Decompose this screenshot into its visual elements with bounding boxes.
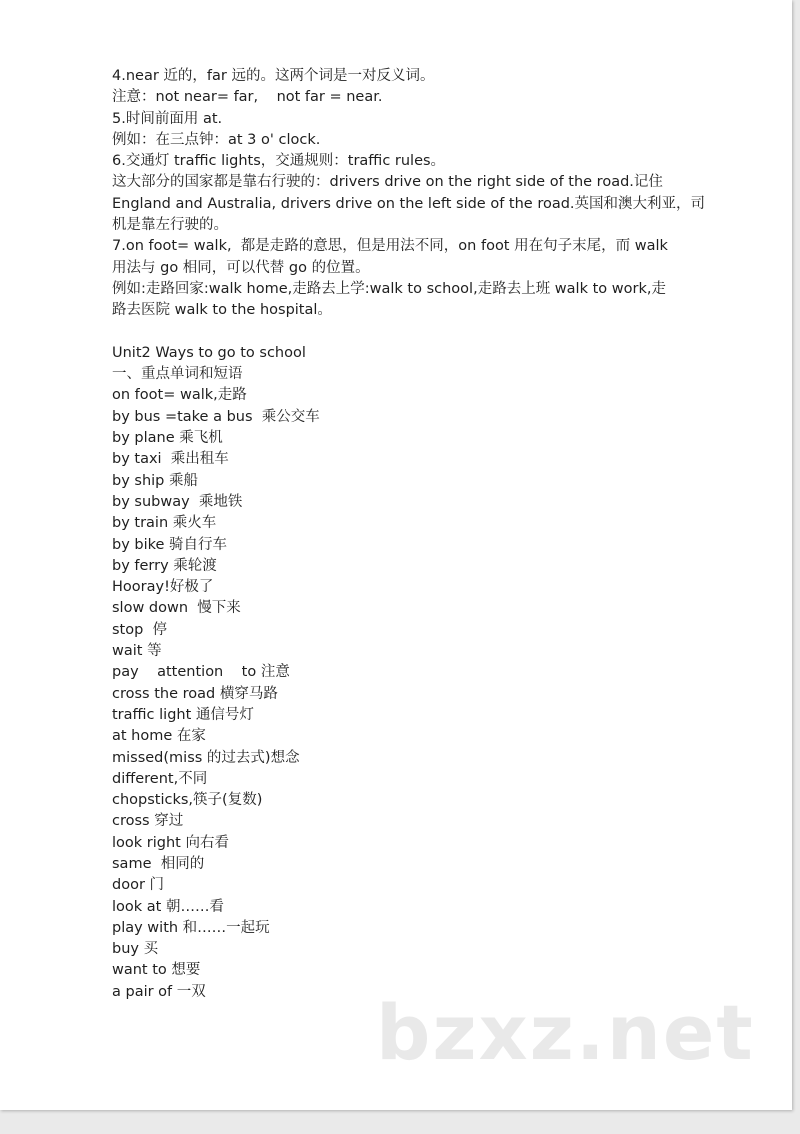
- unit-title: Unit2 Ways to go to school: [112, 344, 306, 361]
- text-line: 7.on foot= walk, 都是走路的意思，但是用法不同，on foot 用在句子末尾，而 walk: [112, 238, 668, 255]
- section-heading: 一、重点单词和短语: [112, 366, 243, 383]
- vocab-item: a pair of 一双: [112, 983, 206, 1000]
- vocab-item: look at 朝……看: [112, 898, 224, 915]
- vocab-item: at home 在家: [112, 728, 206, 745]
- vocab-item: traffic light 通信号灯: [112, 706, 254, 723]
- vocab-item: cross the road 横穿马路: [112, 685, 278, 702]
- vocab-item: Hooray!好极了: [112, 579, 214, 596]
- vocab-item: by train 乘火车: [112, 515, 217, 532]
- blank-line: [112, 322, 692, 343]
- vocab-item: same 相同的: [112, 855, 205, 872]
- vocab-item: wait 等: [112, 643, 162, 660]
- vocab-item: by bus =take a bus 乘公交车: [112, 408, 320, 425]
- text-line: 4.near 近的，far 远的。这两个词是一对反义词。: [112, 68, 435, 84]
- vocab-item: by ferry 乘轮渡: [112, 557, 217, 574]
- text-line: 5.时间前面用 at.: [112, 110, 223, 127]
- vocab-item: different,不同: [112, 770, 208, 787]
- vocab-item: slow down 慢下来: [112, 600, 241, 617]
- vocab-item: by plane 乘飞机: [112, 430, 223, 447]
- vocab-item: on foot= walk,走路: [112, 387, 247, 404]
- text-line: England and Australia, drivers drive on the left side of the road.英国和澳大利亚，司: [112, 195, 706, 212]
- vocab-item: look right 向右看: [112, 834, 229, 851]
- vocab-item: chopsticks,筷子(复数): [112, 792, 263, 809]
- vocab-item: buy 买: [112, 941, 159, 958]
- text-line: 路去医院 walk to the hospital。: [112, 302, 332, 319]
- vocab-item: play with 和……一起玩: [112, 919, 270, 936]
- vocab-item: cross 穿过: [112, 813, 184, 830]
- vocab-item: stop 停: [112, 621, 168, 638]
- vocab-item: by subway 乘地铁: [112, 493, 243, 510]
- vocab-item: by ship 乘船: [112, 472, 198, 489]
- text-line: 机是靠左行驶的。: [112, 217, 228, 234]
- site-watermark: bzxz.net: [376, 988, 755, 1077]
- vocab-item: by bike 骑自行车: [112, 536, 228, 553]
- text-line: 这大部分的国家都是靠右行驶的：drivers drive on the right side of the road.记住: [112, 174, 663, 191]
- vocab-item: by taxi 乘出租车: [112, 451, 229, 468]
- text-line: 例如:走路回家:walk home,走路去上学:walk to school,走路去上班 walk to work,走: [112, 280, 666, 297]
- text-line: 例如：在三点钟：at 3 o' clock.: [112, 131, 321, 148]
- vocab-item: door 门: [112, 877, 165, 894]
- vocab-item: want to 想要: [112, 962, 201, 979]
- vocab-item: missed(miss 的过去式)想念: [112, 749, 300, 766]
- text-line: 6.交通灯 traffic lights，交通规则：traffic rules。: [112, 153, 446, 170]
- document-body: [112, 66, 706, 1003]
- text-line: 注意：not near= far, not far = near.: [112, 89, 383, 106]
- text-line: 用法与 go 相同，可以代替 go 的位置。: [112, 259, 370, 276]
- vocab-item: pay attention to 注意: [112, 664, 290, 681]
